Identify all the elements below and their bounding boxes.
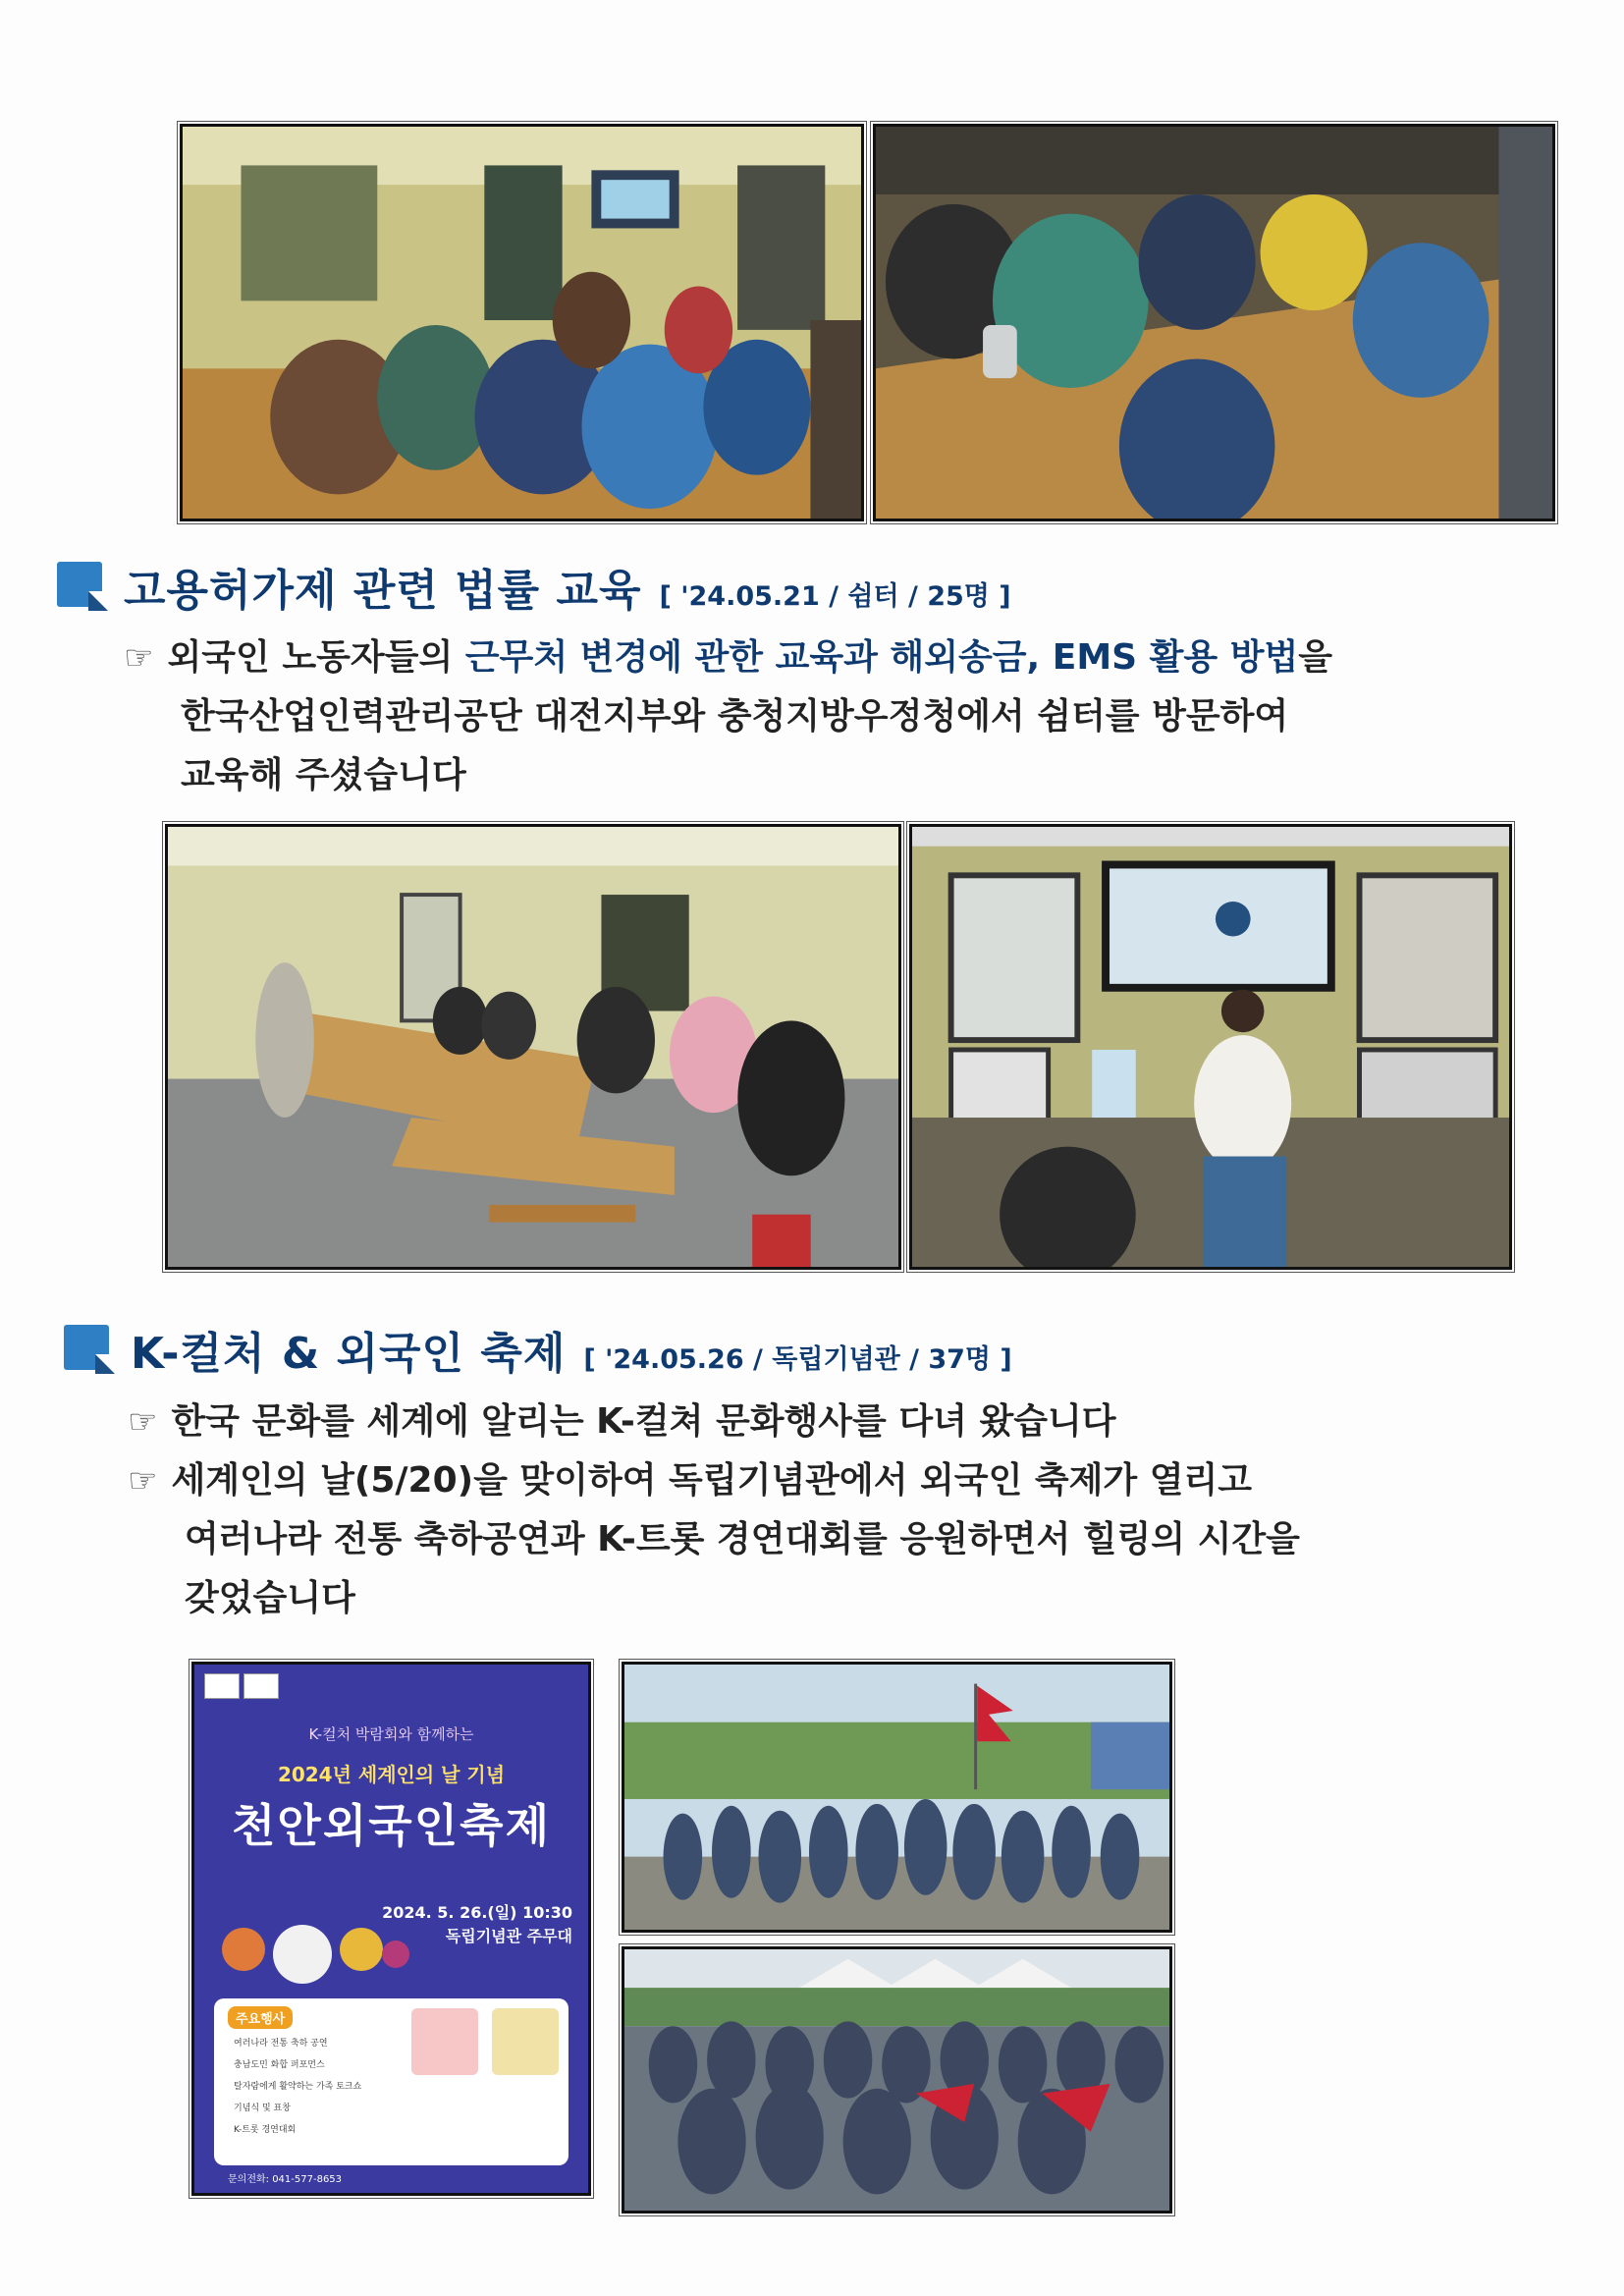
section-heading-employment-law — [57, 555, 1011, 618]
photo-classroom-lecture — [180, 124, 864, 521]
section2-bullet-2-line-2: 여러나라 전통 축하공연과 K-트롯 경연대회를 응원하면서 힐링의 시간을 — [185, 1519, 1300, 1559]
poster-program-1: 여러나라 전통 축하 공연 — [234, 2039, 328, 2049]
poster-venue: 독립기념관 주무대 — [445, 1927, 572, 1945]
poster-program-label: 주요행사 — [228, 2006, 293, 2029]
pointing-hand-icon: ☞ — [128, 1461, 158, 1501]
highlighted-text: 근무처 변경에 관한 교육과 해외송금, EMS 활용 방법 — [464, 637, 1299, 678]
section-title: K-컬처 & 외국인 축제 — [131, 1329, 567, 1379]
poster-program-4: 기념식 및 표창 — [234, 2104, 291, 2113]
section2-bullet-2-line-3: 갖었습니다 — [185, 1578, 355, 1618]
section1-paragraph — [124, 629, 1538, 805]
section1-line-1: ☞ 외국인 노동자들의 근무처 변경에 관한 교육과 해외송금, EMS 활용 방법을 — [124, 637, 1333, 678]
section-meta: [ '24.05.26 / 독립기념관 / 37명 ] — [583, 1344, 1012, 1375]
folded-note-icon — [64, 1325, 117, 1374]
poster-guest-photos — [411, 2008, 559, 2077]
section-title: 고용허가제 관련 법률 교육 — [124, 566, 642, 616]
section1-line-2: 한국산업인력관리공단 대전지부와 충청지방우정청에서 쉼터를 방문하여 — [181, 696, 1289, 737]
poster-contact: 문의전화: 041-577-8653 — [228, 2174, 343, 2185]
section2-bullet-2: ☞ 세계인의 날(5/20)을 맞이하여 독립기념관에서 외국인 축제가 열리고 — [128, 1460, 1253, 1501]
poster-date: 2024. 5. 26.(일) 10:30 — [382, 1903, 572, 1922]
photo-lecture-hall — [165, 824, 901, 1270]
section2-bullet-1: ☞ 한국 문화를 세계에 알리는 K-컬쳐 문화행사를 다녀 왔습니다 — [128, 1401, 1116, 1442]
photo-group-with-flag — [622, 1662, 1172, 1933]
poster-dancers-illustration — [214, 1900, 410, 1989]
poster-subtitle: 2024년 세계인의 날 기념 — [277, 1763, 506, 1786]
festival-poster — [191, 1662, 591, 2196]
section2-paragraph — [128, 1393, 1532, 1628]
poster-small-header: K-컬처 박람회와 함께하는 — [308, 1725, 474, 1743]
photo-group-seated — [622, 1946, 1172, 2214]
section1-line-3: 교육해 주셨습니다 — [181, 755, 466, 795]
photo-speaker-presentation — [909, 824, 1512, 1270]
poster-program-box — [214, 1998, 568, 2165]
poster-program-5: K-트롯 경연대회 — [234, 2125, 297, 2135]
section-meta: [ '24.05.21 / 쉼터 / 25명 ] — [659, 581, 1011, 612]
photo-students-reading — [873, 124, 1555, 521]
folded-note-icon — [57, 562, 110, 611]
poster-program-2: 충남도민 화합 퍼포먼스 — [234, 2060, 325, 2070]
poster-flags — [204, 1672, 279, 1707]
poster-program-3: 탈자람에게 활약하는 가족 토크쇼 — [234, 2082, 362, 2092]
pointing-hand-icon: ☞ — [124, 638, 154, 678]
poster-title: 천안외국인축제 — [231, 1799, 552, 1852]
section-heading-k-culture-festival — [64, 1318, 1012, 1381]
pointing-hand-icon: ☞ — [128, 1402, 158, 1442]
